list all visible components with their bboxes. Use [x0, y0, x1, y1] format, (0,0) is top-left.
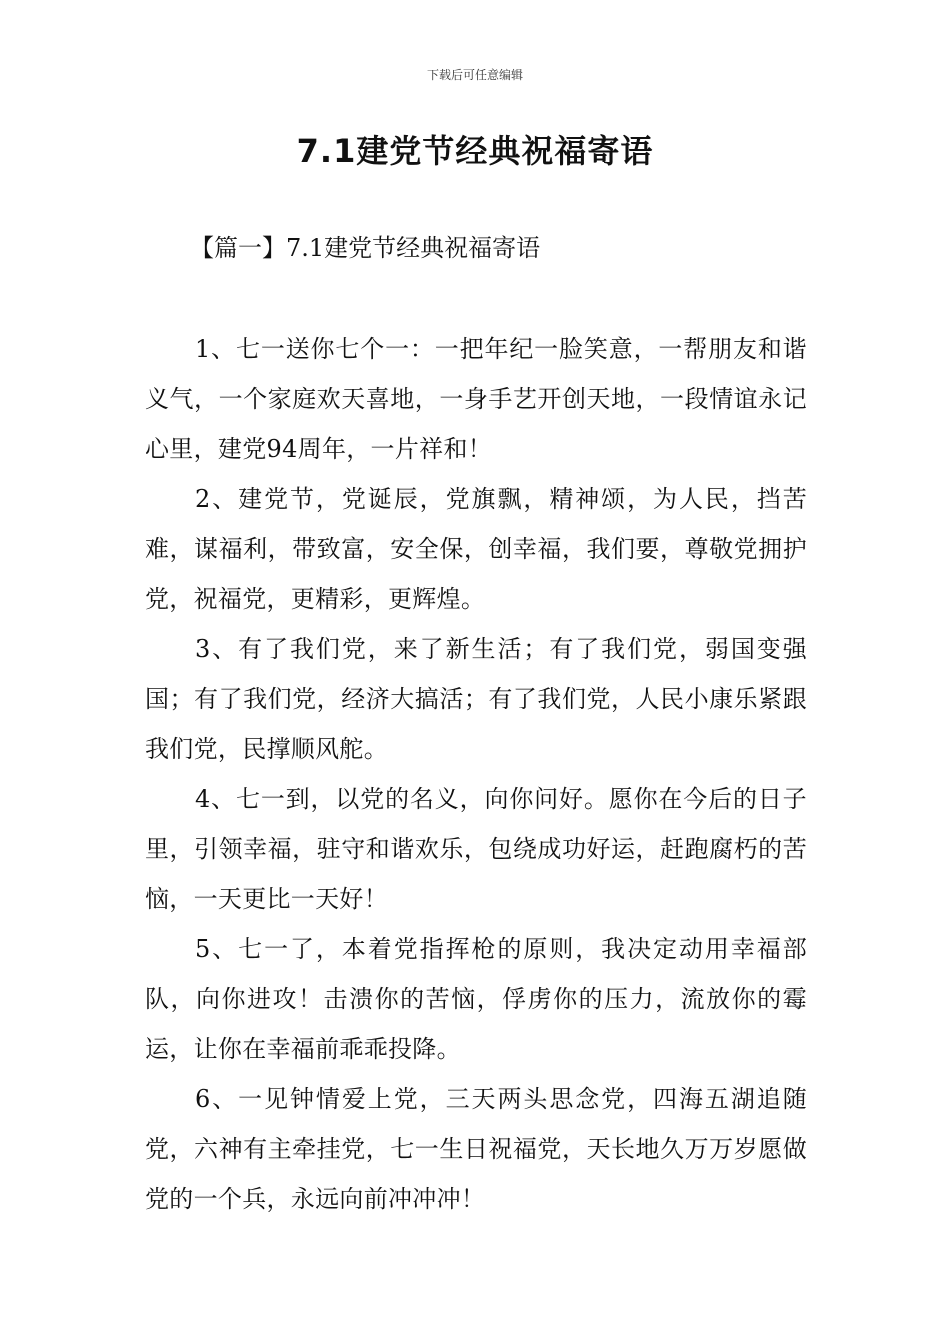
- paragraph-6: 6、一见钟情爱上党，三天两头思念党，四海五湖追随党，六神有主牵挂党，七一生日祝福党，天长地久万万岁愿做党的一个兵，永远向前冲冲冲！: [145, 1085, 807, 1213]
- paragraph-2: 2、建党节，党诞辰，党旗飘，精神颂，为人民，挡苦难，谋福利，带致富，安全保，创幸福，我们要，尊敬党拥护党，祝福党，更精彩，更辉煌。: [145, 485, 807, 613]
- paragraph-1: 1、七一送你七个一：一把年纪一脸笑意，一帮朋友和谐义气，一个家庭欢天喜地，一身手艺开创天地，一段情谊永记心里，建党94周年，一片祥和！: [145, 335, 807, 463]
- paragraph-5: 5、七一了，本着党指挥枪的原则，我决定动用幸福部队，向你进攻！击溃你的苦恼，俘虏你的压力，流放你的霉运，让你在幸福前乖乖投降。: [145, 935, 807, 1063]
- header-note: 下载后可任意编辑: [426, 68, 523, 82]
- document-title: 7.1建党节经典祝福寄语: [296, 132, 654, 170]
- document-body: [145, 324, 807, 1224]
- section-heading: 【篇一】7.1建党节经典祝福寄语: [190, 234, 541, 262]
- paragraph-3: 3、有了我们党，来了新生活；有了我们党，弱国变强国；有了我们党，经济大搞活；有了我们党，人民小康乐紧跟我们党，民撑顺风舵。: [145, 635, 807, 763]
- paragraph-4: 4、七一到，以党的名义，向你问好。愿你在今后的日子里，引领幸福，驻守和谐欢乐，包绕成功好运，赶跑腐朽的苦恼，一天更比一天好！: [145, 785, 807, 913]
